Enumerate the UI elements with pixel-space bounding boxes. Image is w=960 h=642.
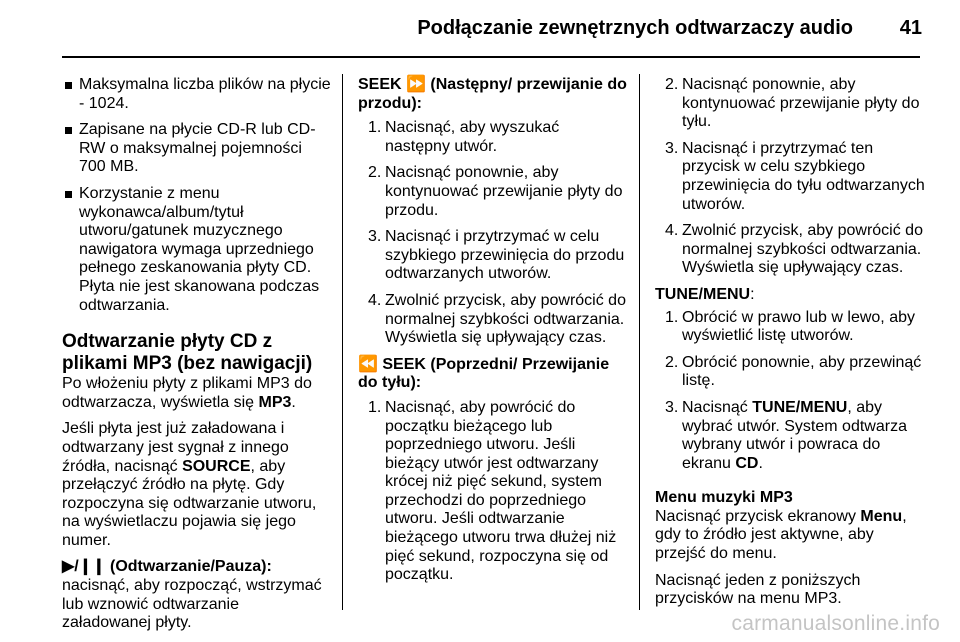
list-item: 3. Nacisnąć i przytrzymać w celu szybkiego przewinięcia do przodu odtwarzanych utworów. (368, 228, 625, 283)
paragraph: Nacisnąć jeden z poniższych przycisków na menu MP3. (655, 571, 861, 608)
paragraph: Nacisnąć przycisk ekranowy Menu, gdy to źródło jest aktywne, aby przejść do menu. (655, 507, 907, 563)
subheading-seek-forward: SEEK ⏩ (Następny/ przewijanie do przodu): (358, 76, 627, 112)
bullet-item: Zapisane na płycie CD-R lub CD-RW o maksymalnej pojemności 700 MB. (62, 121, 332, 177)
list-item: 1. Obrócić w prawo lub w lewo, aby wyświetlić listę utworów. (665, 308, 915, 345)
list-item: 3. Nacisnąć i przytrzymać ten przycisk w celu szybkiego przewinięcia do tyłu odtwarzanych utworów. (665, 139, 925, 213)
page-title: Podłączanie zewnętrznych odtwarzaczy audio (417, 17, 853, 39)
column-divider-2 (639, 74, 640, 610)
subheading-mp3-menu: Menu muzyki MP3 (655, 489, 793, 507)
list-item: 1. Nacisnąć, aby wyszukać następny utwór. (368, 119, 560, 155)
list-item: 1. Nacisnąć, aby powrócić do początku bieżącego lub poprzedniego utworu. Jeśli bieżący utwór jest odtwarzany krócej niż pięć sekund, system przechodzi do poprzedniego utworu. Jeśli odtwarzanie bieżącego utworu trwa dłużej niż pięć sekund, rozpoczyna się od początku. (368, 398, 617, 584)
list-item: 4. Zwolnić przycisk, aby powrócić do normalnej szybkości odtwarzania. Wyświetla się upływający czas. (665, 222, 923, 277)
list-item: 2. Nacisnąć ponownie, aby kontynuować przewijanie płyty do przodu. (368, 164, 623, 219)
subheading-seek-back: ⏪ SEEK (Poprzedni/ Przewijanie do tyłu): (358, 355, 610, 392)
column-1 (62, 76, 332, 641)
list-item: 2. Nacisnąć ponownie, aby kontynuować przewijanie płyty do tyłu. (665, 76, 920, 131)
header-rule (62, 56, 920, 58)
paragraph: ▶/❙❙ (Odtwarzanie/Pauza): nacisnąć, aby rozpocząć, wstrzymać lub wznowić odtwarzanie załadowanej płyty. (62, 558, 322, 632)
column-3 (655, 76, 925, 617)
list-item: 4. Zwolnić przycisk, aby powrócić do normalnej szybkości odtwarzania. Wyświetla się upływający czas. (368, 291, 626, 347)
paragraph: Po włożeniu płyty z plikami MP3 do odtwarzacza, wyświetla się MP3. (62, 375, 312, 411)
column-divider-1 (342, 74, 343, 610)
subheading-tune-menu: TUNE/MENU: (655, 285, 755, 303)
bullet-item: Korzystanie z menu wykonawca/album/tytuł utworu/gatunek muzycznego nawigatora wymaga uprzedniego pełnego zeskanowania płyty CD. Płyta nie jest skanowana podczas odtwarzania. (62, 185, 332, 315)
page-number: 41 (899, 17, 922, 39)
paragraph: Jeśli płyta jest już załadowana i odtwarzany jest sygnał z innego źródła, nacisnąć SOURCE, aby przełączyć źródło na płytę. Gdy rozpoczyna się odtwarzanie utworu, na wyświetlaczu pojawia się jego numer. (62, 420, 317, 549)
section-heading: Odtwarzanie płyty CD z plikami MP3 (bez nawigacji) (62, 331, 313, 375)
bullet-item: Maksymalna liczba plików na płycie - 1024. (62, 76, 332, 113)
column-2 (358, 76, 628, 593)
page-header (0, 0, 960, 62)
play-pause-icon: ▶/❙❙ (62, 558, 106, 576)
watermark: carmanualsonline.info (731, 612, 940, 635)
list-item: 2. Obrócić ponownie, aby przewinąć listę. (665, 353, 922, 390)
list-item: 3. Nacisnąć TUNE/MENU, aby wybrać utwór. System odtwarza wybrany utwór i powraca do ekranu CD. (665, 398, 907, 472)
